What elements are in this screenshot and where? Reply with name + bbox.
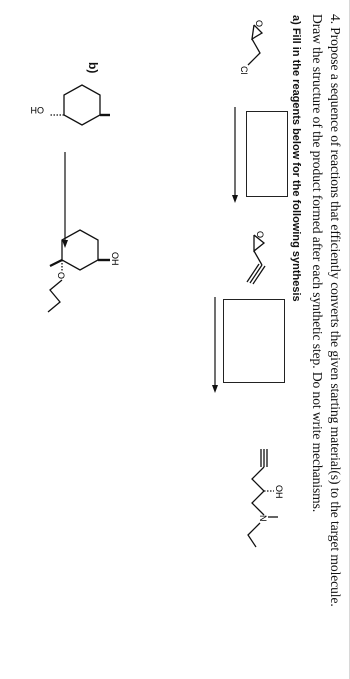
reaction-arrow-2 xyxy=(210,295,220,395)
epoxide-ring xyxy=(252,25,262,39)
reaction-arrow-1 xyxy=(230,105,240,205)
carbon-chain xyxy=(252,467,264,515)
question-line-2: Draw the structure of the product formed after each synthetic step. Do not write mechanisms. xyxy=(310,14,325,513)
epoxide-o-label: O xyxy=(255,231,265,239)
hydroxyl-label: OH xyxy=(110,252,120,266)
hydroxyl-label: OH xyxy=(274,485,284,499)
cyclohexane-ring xyxy=(62,230,98,270)
propyl-chain xyxy=(48,280,62,312)
part-a-intermediate xyxy=(208,225,268,305)
part-a-starting-material xyxy=(206,15,266,85)
hydroxyl-label: OH xyxy=(30,105,44,115)
part-b-starting-material xyxy=(30,75,110,155)
ethyl-on-n xyxy=(248,523,260,547)
question-line-1: 4. Propose a sequence of reactions that efficiently converts the given starting material(s) to the target molecule. xyxy=(328,14,343,607)
nitrogen-label: N xyxy=(258,515,268,522)
part-b-product xyxy=(18,220,118,320)
epoxide-o-label: O xyxy=(254,20,264,28)
alkyne-chain xyxy=(254,251,262,265)
chloromethyl-chain xyxy=(248,39,260,65)
ether-o-label: O xyxy=(56,272,66,280)
reagent-box-1[interactable] xyxy=(246,111,288,197)
cyclohexane-ring xyxy=(64,85,100,125)
methyl-substituent xyxy=(50,260,62,266)
chlorine-label: Cl xyxy=(239,66,249,75)
part-a-product xyxy=(198,445,284,565)
reagent-box-2[interactable] xyxy=(223,299,285,383)
part-a-heading: a) Fill in the reagents below for the following synthesis xyxy=(290,15,302,302)
part-b-label: b) xyxy=(86,62,100,74)
